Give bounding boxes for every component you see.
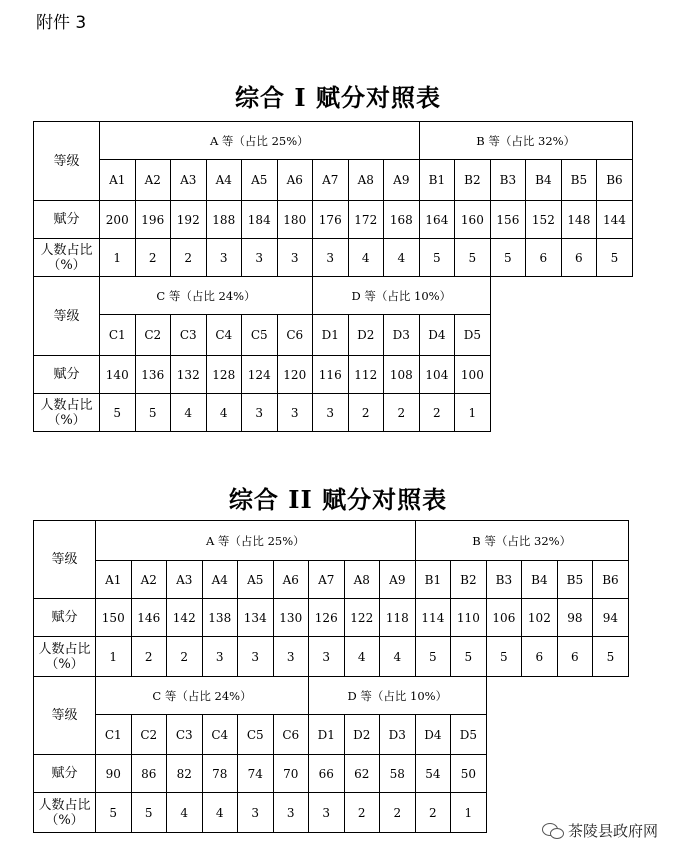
score-cell: 192	[171, 201, 207, 239]
level-cell: D4	[419, 315, 455, 356]
level-cell: B5	[561, 160, 597, 201]
percent-cell: 3	[242, 394, 278, 432]
score-cell: 156	[490, 201, 526, 239]
level-cell: B3	[486, 561, 522, 599]
grade-group-header: D 等（占比 10%）	[309, 677, 487, 715]
grade-label: 等级	[34, 521, 96, 599]
level-cell: B1	[419, 160, 455, 201]
score-cell: 82	[167, 755, 203, 793]
score-cell: 134	[238, 599, 274, 637]
percent-cell: 4	[384, 239, 420, 277]
percent-cell: 5	[486, 637, 522, 677]
percent-cell: 2	[344, 793, 380, 833]
empty-space	[486, 755, 628, 793]
score-cell: 148	[561, 201, 597, 239]
percent-cell: 3	[273, 793, 309, 833]
level-cell: D1	[309, 715, 345, 755]
score-cell: 118	[380, 599, 416, 637]
level-cell: D3	[380, 715, 416, 755]
score-cell: 160	[455, 201, 491, 239]
score-cell: 50	[451, 755, 487, 793]
percent-cell: 2	[131, 637, 167, 677]
grade-group-header: B 等（占比 32%）	[419, 122, 632, 160]
level-cell: D2	[348, 315, 384, 356]
empty-space	[486, 715, 628, 755]
score-cell: 138	[202, 599, 238, 637]
percent-cell: 2	[380, 793, 416, 833]
level-cell: C1	[96, 715, 132, 755]
percent-cell: 4	[202, 793, 238, 833]
percent-cell: 6	[522, 637, 558, 677]
score-cell: 200	[100, 201, 136, 239]
percent-cell: 2	[348, 394, 384, 432]
level-cell: A3	[167, 561, 203, 599]
grade-label: 等级	[34, 122, 100, 201]
level-cell: C4	[202, 715, 238, 755]
score-cell: 104	[419, 356, 455, 394]
percent-cell: 2	[415, 793, 451, 833]
percent-cell: 3	[313, 394, 349, 432]
level-cell: A5	[242, 160, 278, 201]
level-cell: D4	[415, 715, 451, 755]
percent-cell: 5	[100, 394, 136, 432]
score-cell: 128	[206, 356, 242, 394]
level-cell: B5	[557, 561, 593, 599]
percent-cell: 3	[238, 793, 274, 833]
score-cell: 62	[344, 755, 380, 793]
percent-cell: 5	[96, 793, 132, 833]
score-cell: 98	[557, 599, 593, 637]
score-cell: 196	[135, 201, 171, 239]
watermark-text: 茶陵县政府网	[567, 822, 658, 840]
score-cell: 180	[277, 201, 313, 239]
table-1-title: 综合 I 赋分对照表	[235, 83, 441, 112]
score-cell: 90	[96, 755, 132, 793]
percent-cell: 5	[455, 239, 491, 277]
level-cell: A1	[96, 561, 132, 599]
score-cell: 122	[344, 599, 380, 637]
score-cell: 146	[131, 599, 167, 637]
score-cell: 126	[309, 599, 345, 637]
percent-label: 人数占比（%）	[34, 637, 96, 677]
percent-cell: 2	[171, 239, 207, 277]
percent-cell: 3	[206, 239, 242, 277]
percent-label: 人数占比（%）	[34, 394, 100, 432]
score-label: 赋分	[34, 201, 100, 239]
level-cell: C6	[273, 715, 309, 755]
score-label: 赋分	[34, 755, 96, 793]
percent-cell: 3	[277, 239, 313, 277]
grade-group-header: A 等（占比 25%）	[100, 122, 420, 160]
level-cell: C4	[206, 315, 242, 356]
score-cell: 94	[593, 599, 629, 637]
percent-cell: 4	[206, 394, 242, 432]
score-cell: 176	[313, 201, 349, 239]
percent-cell: 1	[96, 637, 132, 677]
percent-cell: 6	[561, 239, 597, 277]
percent-cell: 5	[593, 637, 629, 677]
level-cell: A5	[238, 561, 274, 599]
grade-label: 等级	[34, 277, 100, 356]
level-cell: C6	[277, 315, 313, 356]
level-cell: A9	[380, 561, 416, 599]
level-cell: A6	[277, 160, 313, 201]
wechat-icon	[542, 822, 564, 840]
percent-cell: 3	[273, 637, 309, 677]
score-cell: 132	[171, 356, 207, 394]
level-cell: A8	[344, 561, 380, 599]
score-cell: 120	[277, 356, 313, 394]
percent-cell: 4	[344, 637, 380, 677]
percent-label: 人数占比（%）	[34, 239, 100, 277]
score-cell: 58	[380, 755, 416, 793]
score-cell: 168	[384, 201, 420, 239]
score-cell: 100	[455, 356, 491, 394]
percent-cell: 5	[490, 239, 526, 277]
percent-cell: 5	[131, 793, 167, 833]
level-cell: A7	[309, 561, 345, 599]
empty-space	[490, 356, 632, 394]
level-cell: B2	[451, 561, 487, 599]
percent-label: 人数占比（%）	[34, 793, 96, 833]
level-cell: D1	[313, 315, 349, 356]
percent-cell: 3	[309, 637, 345, 677]
score-cell: 188	[206, 201, 242, 239]
level-cell: D2	[344, 715, 380, 755]
score-cell: 106	[486, 599, 522, 637]
empty-space	[490, 315, 632, 356]
percent-cell: 1	[100, 239, 136, 277]
percent-cell: 5	[415, 637, 451, 677]
grade-group-header: B 等（占比 32%）	[415, 521, 628, 561]
table-2-title: 综合 II 赋分对照表	[228, 485, 448, 514]
level-cell: B4	[522, 561, 558, 599]
watermark	[542, 820, 658, 841]
percent-cell: 1	[451, 793, 487, 833]
level-cell: C2	[135, 315, 171, 356]
percent-cell: 3	[202, 637, 238, 677]
level-cell: A4	[202, 561, 238, 599]
grade-group-header: D 等（占比 10%）	[313, 277, 491, 315]
score-table-1	[33, 121, 633, 432]
level-cell: D5	[451, 715, 487, 755]
level-cell: D3	[384, 315, 420, 356]
percent-cell: 5	[135, 394, 171, 432]
level-cell: C2	[131, 715, 167, 755]
score-cell: 164	[419, 201, 455, 239]
score-cell: 144	[597, 201, 633, 239]
score-label: 赋分	[34, 599, 96, 637]
level-cell: D5	[455, 315, 491, 356]
score-cell: 102	[522, 599, 558, 637]
level-cell: A8	[348, 160, 384, 201]
score-table-2	[33, 520, 629, 833]
score-cell: 150	[96, 599, 132, 637]
score-cell: 54	[415, 755, 451, 793]
score-cell: 142	[167, 599, 203, 637]
percent-cell: 5	[451, 637, 487, 677]
score-cell: 130	[273, 599, 309, 637]
percent-cell: 3	[313, 239, 349, 277]
level-cell: A3	[171, 160, 207, 201]
grade-group-header: C 等（占比 24%）	[100, 277, 313, 315]
percent-cell: 3	[309, 793, 345, 833]
level-cell: B3	[490, 160, 526, 201]
percent-cell: 1	[455, 394, 491, 432]
score-cell: 66	[309, 755, 345, 793]
empty-space	[490, 277, 632, 315]
percent-cell: 3	[277, 394, 313, 432]
level-cell: A7	[313, 160, 349, 201]
level-cell: B2	[455, 160, 491, 201]
level-cell: B6	[597, 160, 633, 201]
score-cell: 112	[348, 356, 384, 394]
score-cell: 172	[348, 201, 384, 239]
score-cell: 124	[242, 356, 278, 394]
percent-cell: 6	[557, 637, 593, 677]
level-cell: A9	[384, 160, 420, 201]
level-cell: C3	[171, 315, 207, 356]
score-cell: 78	[202, 755, 238, 793]
level-cell: B6	[593, 561, 629, 599]
level-cell: B4	[526, 160, 562, 201]
percent-cell: 2	[167, 637, 203, 677]
percent-cell: 4	[380, 637, 416, 677]
score-cell: 110	[451, 599, 487, 637]
score-cell: 152	[526, 201, 562, 239]
empty-space	[490, 394, 632, 432]
level-cell: C5	[238, 715, 274, 755]
percent-cell: 5	[419, 239, 455, 277]
percent-cell: 4	[348, 239, 384, 277]
level-cell: A2	[131, 561, 167, 599]
level-cell: A6	[273, 561, 309, 599]
attachment-label: 附件 3	[36, 13, 87, 33]
level-cell: A1	[100, 160, 136, 201]
grade-group-header: A 等（占比 25%）	[96, 521, 416, 561]
level-cell: C3	[167, 715, 203, 755]
grade-label: 等级	[34, 677, 96, 755]
score-cell: 108	[384, 356, 420, 394]
grade-group-header: C 等（占比 24%）	[96, 677, 309, 715]
percent-cell: 2	[384, 394, 420, 432]
score-cell: 86	[131, 755, 167, 793]
score-cell: 114	[415, 599, 451, 637]
level-cell: C1	[100, 315, 136, 356]
percent-cell: 3	[238, 637, 274, 677]
score-cell: 140	[100, 356, 136, 394]
score-cell: 70	[273, 755, 309, 793]
percent-cell: 3	[242, 239, 278, 277]
level-cell: A2	[135, 160, 171, 201]
score-cell: 184	[242, 201, 278, 239]
percent-cell: 2	[419, 394, 455, 432]
percent-cell: 2	[135, 239, 171, 277]
level-cell: C5	[242, 315, 278, 356]
score-cell: 136	[135, 356, 171, 394]
percent-cell: 5	[597, 239, 633, 277]
score-cell: 74	[238, 755, 274, 793]
score-cell: 116	[313, 356, 349, 394]
score-label: 赋分	[34, 356, 100, 394]
level-cell: A4	[206, 160, 242, 201]
empty-space	[486, 677, 628, 715]
percent-cell: 4	[167, 793, 203, 833]
percent-cell: 6	[526, 239, 562, 277]
percent-cell: 4	[171, 394, 207, 432]
level-cell: B1	[415, 561, 451, 599]
